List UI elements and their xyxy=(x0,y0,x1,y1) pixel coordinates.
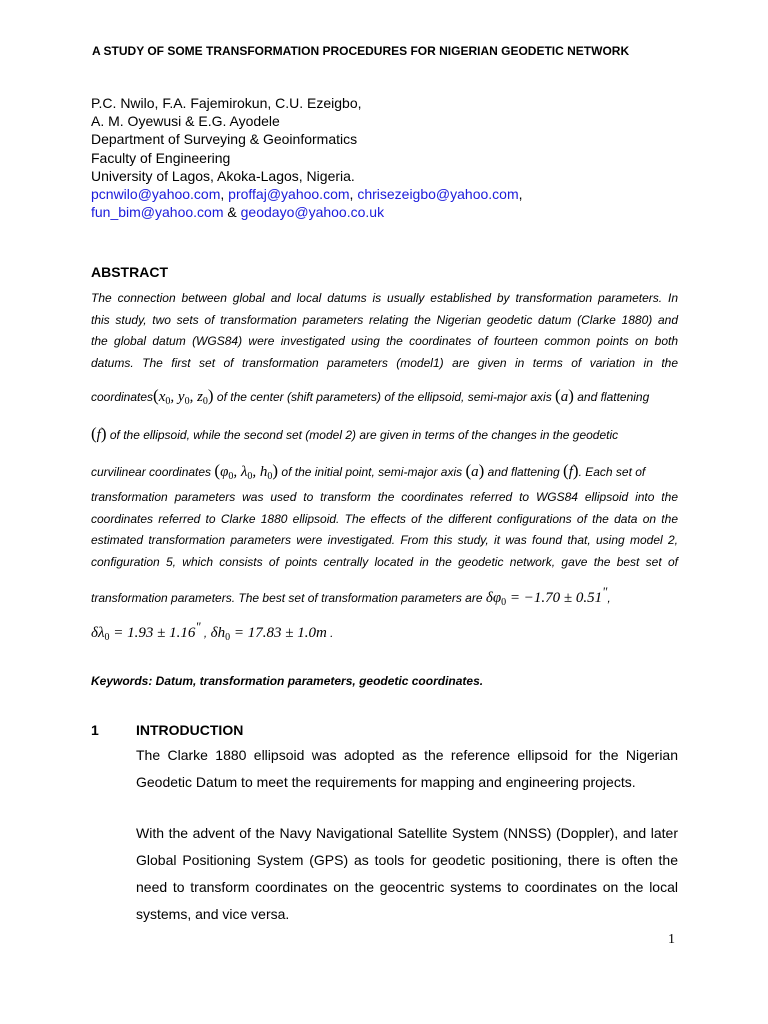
paper-title: A STUDY OF SOME TRANSFORMATION PROCEDURES FOR NIGERIAN GEODETIC NETWORK xyxy=(92,44,630,58)
email-link[interactable]: geodayo@yahoo.co.uk xyxy=(240,204,385,221)
section-number: 1 xyxy=(91,722,99,738)
abstract-line: transformation parameters was used to transform the coordinates referred to WGS84 ellipsoid into the xyxy=(91,490,678,504)
author-names-line-1: P.C. Nwilo, F.A. Fajemirokun, C.U. Ezeigbo, xyxy=(91,95,362,111)
intro-paragraph-1: The Clarke 1880 ellipsoid was adopted as the reference ellipsoid for the Nigerian Geodetic Datum to meet the requirements for mapping and engineering projects. xyxy=(136,747,678,790)
abstract-line: configuration 5, which consists of points centrally located in the geodetic network, gave the best set of xyxy=(91,555,678,569)
abstract-line: coordinates referred to Clarke 1880 ellipsoid. The effects of the different configurations of the data on the xyxy=(91,512,678,526)
affiliation-faculty: Faculty of Engineering xyxy=(91,149,231,166)
affiliation-department: Department of Surveying & Geoinformatics xyxy=(91,131,358,148)
page-number: 1 xyxy=(668,932,675,947)
abstract-line: $\delta\lambda_0 = 1.93 \pm 1.16^"$ , $\delta h_0 = 17.83 \pm 1.0m$ . xyxy=(91,620,334,643)
email-link[interactable]: proffaj@yahoo.com xyxy=(228,186,350,203)
author-block xyxy=(91,94,691,221)
abstract-line: datums. The first set of transformation parameters (model1) are given in terms of variation in the xyxy=(91,356,678,370)
math-shift-params: $x_0$, $y_0$, $z_0$ xyxy=(158,389,208,407)
abstract-line: the global datum (WGS84) were investigated using the coordinates of fourteen common points on both xyxy=(91,334,678,348)
math-result-lambda: $\delta\lambda_0 = 1.93 \pm 1.16^"$ xyxy=(91,620,201,643)
abstract-heading: ABSTRACT xyxy=(91,264,168,280)
section-title: INTRODUCTION xyxy=(136,722,244,738)
math-result-phi: $\delta\varphi_0 = -1.70 \pm 0.51^"$ xyxy=(485,585,608,608)
math-curvilinear-coords: $\varphi_0$, $\lambda_0$, $h_0$ xyxy=(220,464,273,482)
email-line-2: fun_bim@yahoo.com & geodayo@yahoo.co.uk xyxy=(91,204,385,221)
email-link[interactable]: fun_bim@yahoo.com xyxy=(91,204,224,221)
email-link[interactable]: pcnwilo@yahoo.com xyxy=(91,186,221,203)
abstract-line: The connection between global and local datums is usually established by transformation parameters. In xyxy=(91,291,678,305)
affiliation-university: University of Lagos, Akoka-Lagos, Nigeria. xyxy=(91,167,355,184)
keywords: Keywords: Datum, transformation parameters, geodetic coordinates. xyxy=(91,674,484,688)
abstract-line: transformation parameters. The best set of transformation parameters are $\delta\varphi_0 = -1.70 \pm 0.51^"$, xyxy=(91,585,611,608)
abstract-line: estimated transformation parameters were investigated. From this study, it was found that, using model 2, xyxy=(91,533,678,547)
email-link[interactable]: chrisezeigbo@yahoo.com xyxy=(357,186,519,203)
author-names-line-2: A. M. Oyewusi & E.G. Ayodele xyxy=(91,113,280,130)
email-line-1: pcnwilo@yahoo.com, proffaj@yahoo.com, chrisezeigbo@yahoo.com, xyxy=(91,186,523,203)
abstract-line: (f) of the ellipsoid, while the second set (model 2) are given in terms of the changes in the geodetic xyxy=(91,424,619,443)
abstract-line: curvilinear coordinates ($\varphi_0$, $\lambda_0$, $h_0$) of the initial point, semi-major axis (a) and flattening (f). Each set of xyxy=(91,461,646,482)
abstract-line: $coordinates(x_0$, $y_0$, $z_0$) of the center (shift parameters) of the ellipsoid, semi-major axis (a) and flattening xyxy=(91,386,650,407)
intro-paragraph-2: With the advent of the Navy Navigational Satellite System (NNSS) (Doppler), and later Global Positioning System (GPS) as tools for geodetic positioning, there is often the need to transform coordinates on the geocentric systems to coordinates on the local systems, and vice versa. xyxy=(136,825,678,922)
math-result-h: $\delta h_0 = 17.83 \pm 1.0m$ xyxy=(210,625,327,643)
abstract-line: this study, two sets of transformation parameters relating the Nigerian geodetic datum (Clarke 1880) and xyxy=(91,313,678,327)
